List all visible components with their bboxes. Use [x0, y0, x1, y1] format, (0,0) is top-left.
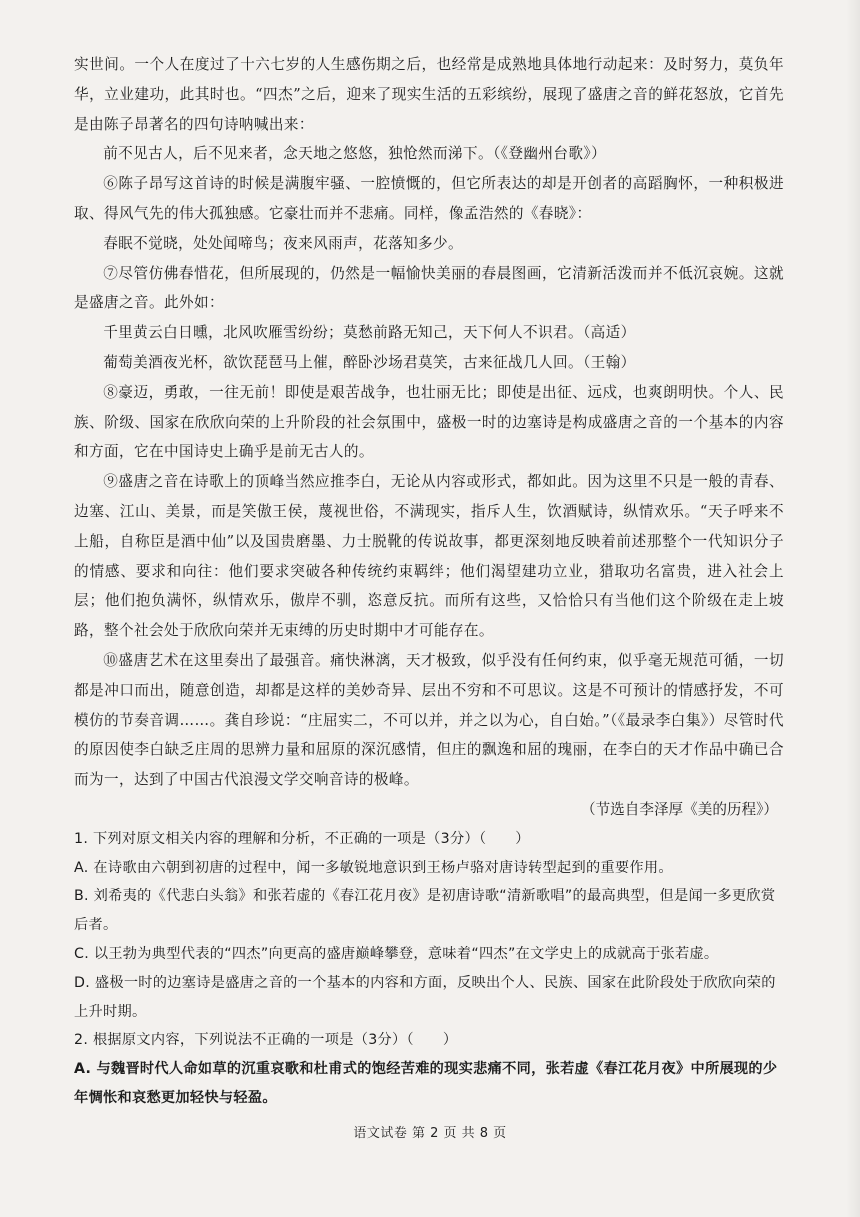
passage-paragraph-7: ⑦尽管仿佛春惜花，但所展现的，仍然是一幅愉快美丽的春晨图画，它清新活泼而并不低沉哀婉。这就是盛唐之音。此外如：: [74, 264, 784, 312]
question-2-option-a: A. 与魏晋时代人命如草的沉重哀歌和杜甫式的饱经苦难的现实悲痛不同，张若虚《春江花月夜》中所展现的少年惆怅和哀愁更加轻快与轻盈。: [74, 1061, 778, 1106]
page-footer: 语文试卷 第 2 页 共 8 页: [353, 1126, 507, 1141]
question-1-option-b: B. 刘希夷的《代悲白头翁》和张若虚的《春江花月夜》是初唐诗歌“清新歌唱”的最高典型，但是闻一多更欣赏后者。: [74, 888, 776, 934]
passage-source: （节选自李泽厚《美的历程》）: [580, 800, 778, 818]
poem-chunxiao: 春眠不觉晓，处处闻啼鸟；夜来风雨声，花落知多少。: [103, 234, 464, 252]
passage-paragraph-10: ⑩盛唐艺术在这里奏出了最强音。痛快淋漓，天才极致，似乎没有任何约束，似乎毫无规范可循，一切都是冲口而出，随意创造，却都是这样的美妙奇异、层出不穷和不可思议。这是不可预计的情感抒发，不可模仿的节奏音调……。龚自珍说：“庄屈实二，不可以并，并之以为心，自白始。”（《最录李白集》）尽管时代的原因使李白缺乏庄周的思辨力量和屈原的深沉感情，但庄的飘逸和屈的瑰丽，在李白的天才作品中确已合而为一，达到了中国古代浪漫文学交响音诗的极峰。: [74, 651, 784, 789]
question-1-option-c: C. 以王勃为典型代表的“四杰”向更高的盛唐巅峰攀登，意味着“四杰”在文学史上的成就高于张若虚。: [74, 945, 719, 962]
scan-edge-shadow: [846, 0, 860, 1217]
question-1-option-d: D. 盛极一时的边塞诗是盛唐之音的一个基本的内容和方面，反映出个人、民族、国家在此阶段处于欣欣向荣的上升时期。: [74, 974, 776, 1020]
poem-dengyouzhoutai: 前不见古人，后不见来者，念天地之悠悠，独怆然而涕下。（《登幽州台歌》）: [103, 145, 607, 163]
passage-paragraph-9: ⑨盛唐之音在诗歌上的顶峰当然应推李白，无论从内容或形式，都如此。因为这里不只是一般的青春、边塞、江山、美景，而是笑傲王侯，蔑视世俗，不满现实，指斥人生，饮酒赋诗，纵情欢乐。“天子呼来不上船，自称臣是酒中仙”以及国贵磨墨、力士脱靴的传说故事，都更深刻地反映着前述那整个一代知识分子的情感、要求和向往：他们要求突破各种传统约束羁绊；他们渴望建功立业，猎取功名富贵，进入社会上层；他们抱负满怀，纵情欢乐，傲岸不驯，恣意反抗。而所有这些，又恰恰只有当他们这个阶级在走上坡路，整个社会处于欣欣向荣并无束缚的历史时期中才可能存在。: [74, 473, 784, 640]
passage-paragraph-continued: 实世间。一个人在度过了十六七岁的人生感伤期之后，也经常是成熟地具体地行动起来：及时努力，莫负年华，立业建功，此其时也。“四杰”之后，迎来了现实生活的五彩缤纷，展现了盛唐之音的鲜花怒放，它首先是由陈子昂著名的四句诗呐喊出来：: [74, 56, 784, 133]
passage-paragraph-6: ⑥陈子昂写这首诗的时候是满腹牢骚、一腔愤慨的，但它所表达的却是开创者的高蹈胸怀，一种积极进取、得风气先的伟大孤独感。它豪壮而并不悲痛。同样，像孟浩然的《春晓》：: [74, 175, 784, 222]
passage-paragraph-8: ⑧豪迈，勇敢，一往无前！即使是艰苦战争，也壮丽无比；即使是出征、远戍，也爽朗明快。个人、民族、阶级、国家在欣欣向荣的上升阶段的社会氛围中，盛极一时的边塞诗是构成盛唐之音的一个基本的内容和方面，它在中国诗史上确乎是前无古人的。: [74, 383, 784, 461]
question-1-option-a: A. 在诗歌由六朝到初唐的过程中，闻一多敏锐地意识到王杨卢骆对唐诗转型起到的重要作用。: [74, 859, 673, 876]
poem-gaoshi: 千里黄云白日曛，北风吹雁雪纷纷；莫愁前路无知己，天下何人不识君。（高适）: [103, 324, 636, 342]
question-2-stem: 2. 根据原文内容，下列说法不正确的一项是（3分）（ ）: [74, 1032, 458, 1049]
poem-wanghan: 葡萄美酒夜光杯，欲饮琵琶马上催，醉卧沙场君莫笑，古来征战几人回。（王翰）: [103, 353, 636, 371]
question-1-stem: 1. 下列对原文相关内容的理解和分析，不正确的一项是（3分）（ ）: [74, 830, 530, 847]
